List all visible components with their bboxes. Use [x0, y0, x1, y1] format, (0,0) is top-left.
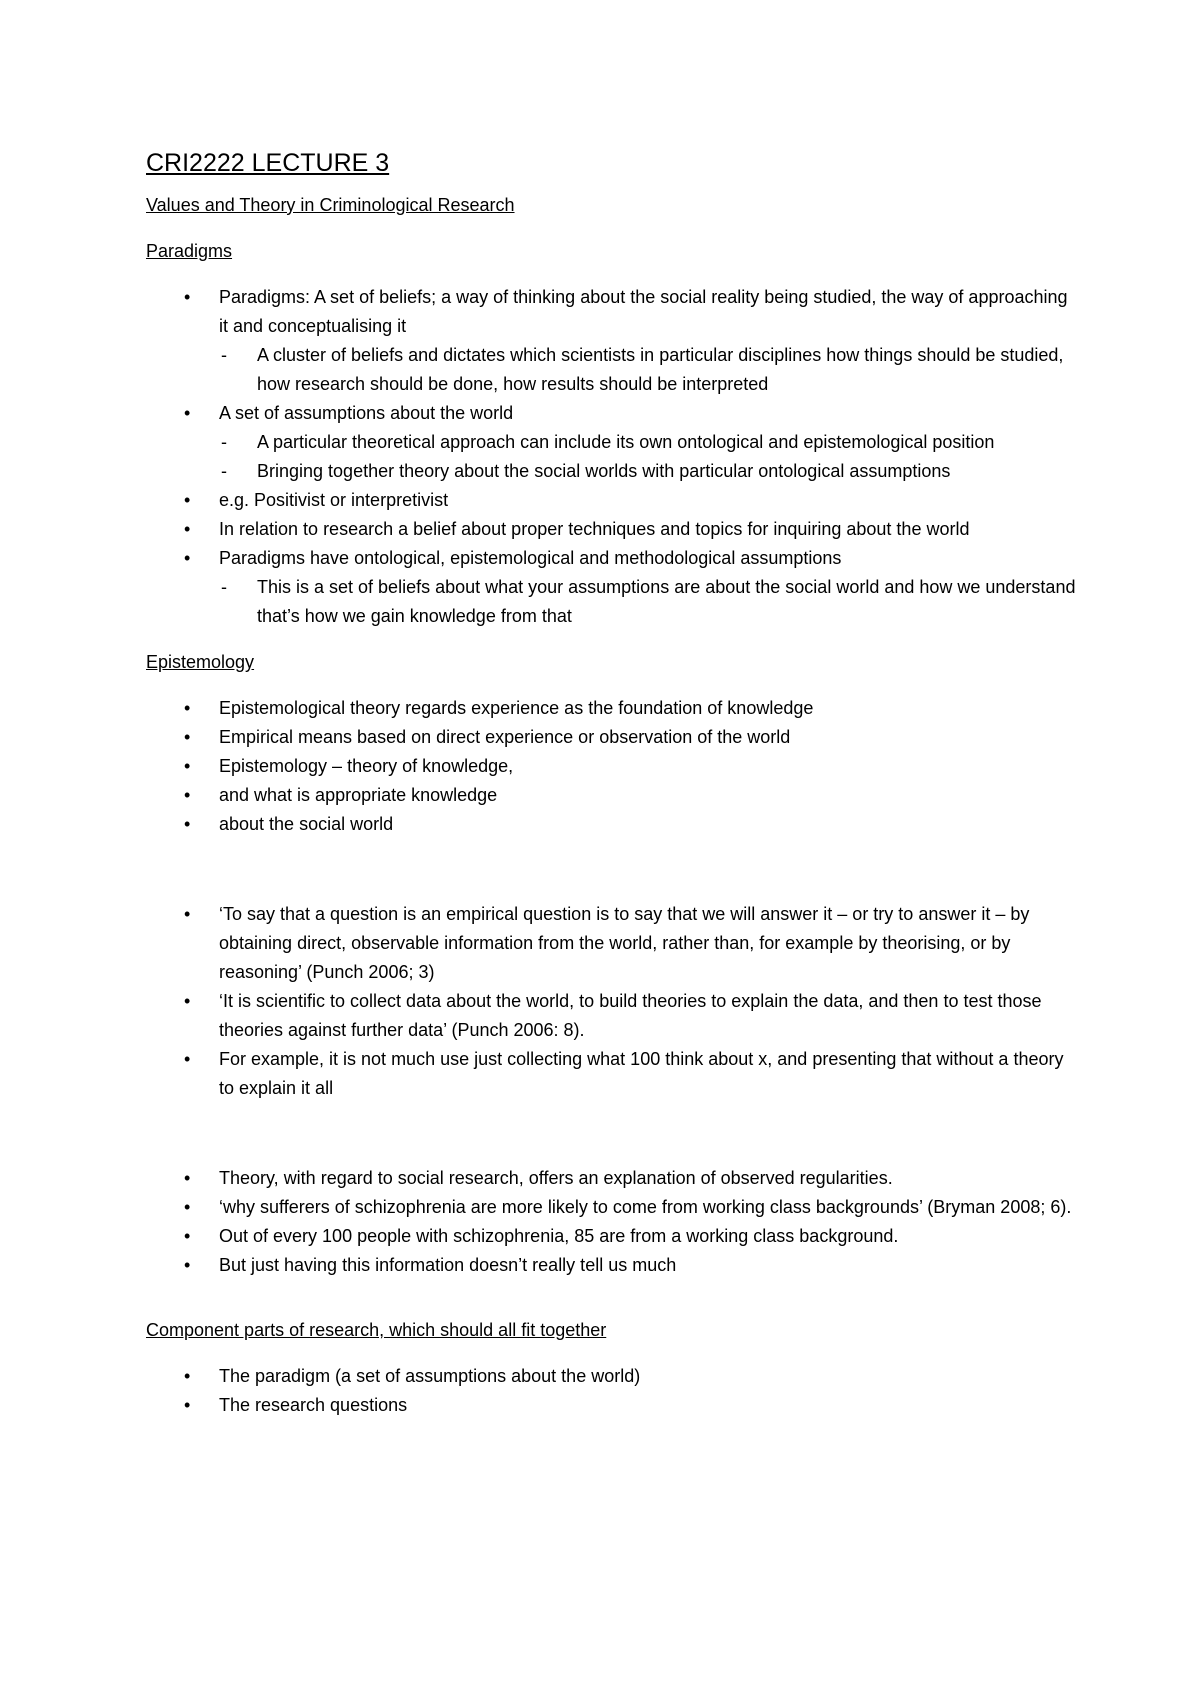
paradigms-list — [146, 283, 1076, 631]
list-item: • about the social world — [146, 810, 1076, 839]
list-item: • ‘To say that a question is an empirical question is to say that we will answer it – or try to answer it – by obtaining direct, observable information from the world, rather than, for example by theorising, or by reasoning’ (Punch 2006; 3) — [146, 900, 1076, 987]
sub-list-item: - A cluster of beliefs and dictates which scientists in particular disciplines how things should be studied, how research should be done, how results should be interpreted — [219, 341, 1076, 399]
list-item: • Out of every 100 people with schizophrenia, 85 are from a working class background. — [146, 1222, 1076, 1251]
quotes-list — [146, 900, 1076, 1103]
sub-list-item: - A particular theoretical approach can include its own ontological and epistemological position — [219, 428, 1076, 457]
list-item: • ‘It is scientific to collect data about the world, to build theories to explain the data, and then to test those theories against further data’ (Punch 2006: 8). — [146, 987, 1076, 1045]
list-item: • Epistemological theory regards experience as the foundation of knowledge — [146, 694, 1076, 723]
components-list — [146, 1362, 1076, 1420]
document-subtitle: Values and Theory in Criminological Research — [146, 195, 515, 215]
list-item — [146, 544, 1076, 631]
document-page — [146, 146, 1076, 1420]
sub-list — [219, 428, 1076, 486]
list-item: • Theory, with regard to social research, offers an explanation of observed regularities. — [146, 1164, 1076, 1193]
sub-list — [219, 573, 1076, 631]
list-item: • But just having this information doesn’t really tell us much — [146, 1251, 1076, 1280]
list-item: • and what is appropriate knowledge — [146, 781, 1076, 810]
list-item — [146, 283, 1076, 399]
list-item: • The paradigm (a set of assumptions about the world) — [146, 1362, 1076, 1391]
list-item-text: Paradigms have ontological, epistemological and methodological assumptions — [219, 548, 842, 568]
list-item-text: Paradigms: A set of beliefs; a way of thinking about the social reality being studied, the way of approaching it and conceptualising it — [219, 287, 1068, 336]
components-heading: Component parts of research, which should all fit together — [146, 1320, 607, 1340]
sub-list-item: - Bringing together theory about the social worlds with particular ontological assumptions — [219, 457, 1076, 486]
epistemology-heading: Epistemology — [146, 652, 255, 672]
list-item-text: e.g. Positivist or interpretivist — [219, 490, 449, 510]
list-item — [146, 515, 1076, 544]
list-item — [146, 399, 1076, 486]
list-item-text: A set of assumptions about the world — [219, 403, 514, 423]
theory-list — [146, 1164, 1076, 1280]
list-item: • Epistemology – theory of knowledge, — [146, 752, 1076, 781]
epistemology-list — [146, 694, 1076, 839]
sub-list — [219, 341, 1076, 399]
list-item: • The research questions — [146, 1391, 1076, 1420]
list-item: • ‘why sufferers of schizophrenia are more likely to come from working class backgrounds’ (Bryman 2008; 6). — [146, 1193, 1076, 1222]
list-item: • For example, it is not much use just collecting what 100 think about x, and presenting that without a theory to explain it all — [146, 1045, 1076, 1103]
document-title: CRI2222 LECTURE 3 — [146, 149, 390, 177]
list-item-text: In relation to research a belief about proper techniques and topics for inquiring about the world — [219, 519, 970, 539]
list-item: • Empirical means based on direct experience or observation of the world — [146, 723, 1076, 752]
list-item — [146, 486, 1076, 515]
paradigms-heading: Paradigms — [146, 241, 233, 261]
sub-list-item: - This is a set of beliefs about what your assumptions are about the social world and how we understand that’s how we gain knowledge from that — [219, 573, 1076, 631]
